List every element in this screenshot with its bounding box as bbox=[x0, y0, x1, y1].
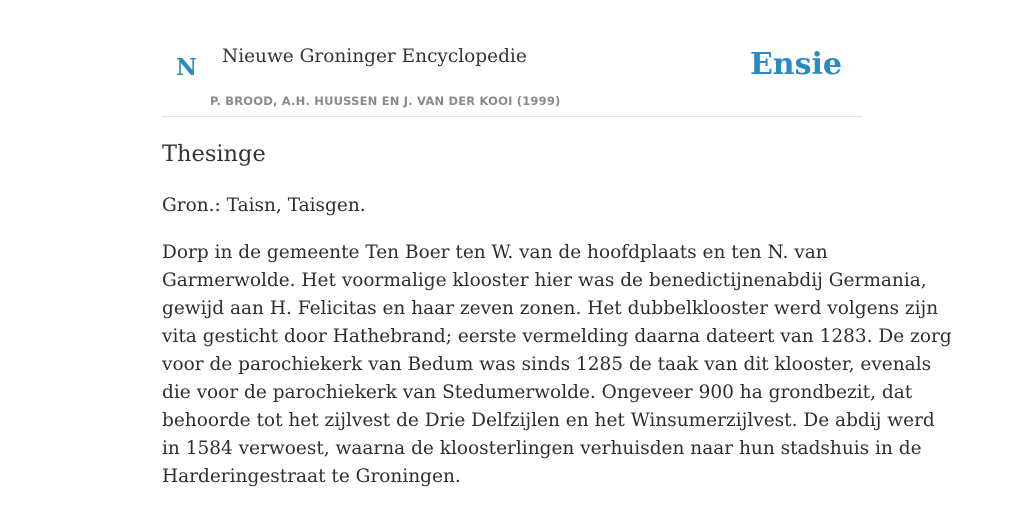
body-line: behoorde tot het zijlvest de Drie Delfzijlen en het Winsumerzijlvest. De abdij werd bbox=[162, 410, 935, 431]
source-header bbox=[162, 0, 862, 117]
ensie-brand-logo[interactable]: Ensie bbox=[749, 47, 842, 82]
encyclopedia-logo[interactable]: N bbox=[176, 54, 198, 81]
entry-title: Thesinge bbox=[162, 141, 266, 167]
entry-body bbox=[162, 239, 952, 491]
book-title-link[interactable]: Nieuwe Groninger Encyclopedie bbox=[222, 46, 527, 67]
book-authors: P. BROOD, A.H. HUUSSEN EN J. VAN DER KOOI (1999) bbox=[210, 94, 561, 108]
body-line: vita gesticht door Hathebrand; eerste vermelding daarna dateert van 1283. De zorg bbox=[162, 326, 952, 347]
body-line: voor de parochiekerk van Bedum was sinds 1285 de taak van dit klooster, evenals bbox=[162, 354, 932, 375]
body-line: in 1584 verwoest, waarna de kloosterlingen verhuisden naar hun stadshuis in de bbox=[162, 438, 922, 459]
dialect-variants: Gron.: Taisn, Taisgen. bbox=[162, 195, 366, 216]
body-line: gewijd aan H. Felicitas en haar zeven zonen. Het dubbelklooster werd volgens zijn bbox=[162, 298, 939, 319]
entry-content bbox=[162, 136, 952, 491]
body-line: Garmerwolde. Het voormalige klooster hier was de benedictijnenabdij Germania, bbox=[162, 270, 927, 291]
body-line: Dorp in de gemeente Ten Boer ten W. van de hoofdplaats en ten N. van bbox=[162, 242, 828, 263]
body-line: Harderingestraat te Groningen. bbox=[162, 466, 461, 487]
body-line: die voor de parochiekerk van Stedumerwolde. Ongeveer 900 ha grondbezit, dat bbox=[162, 382, 913, 403]
